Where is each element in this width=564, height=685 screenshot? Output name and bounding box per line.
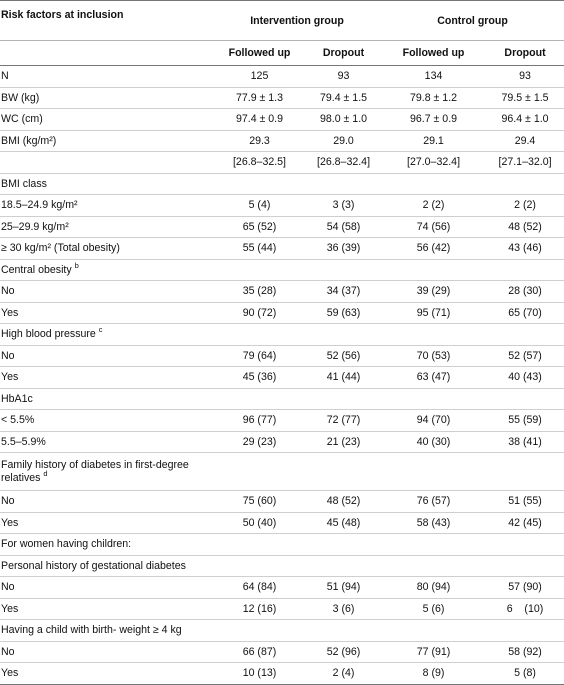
row-label	[0, 259, 213, 281]
table-body	[0, 66, 564, 685]
control-followed-up-cell: 29.1	[381, 130, 486, 152]
intervention-followed-up-cell: 79 (64)	[213, 345, 306, 367]
header-row-groups	[0, 1, 564, 41]
intervention-followed-up-cell: 35 (28)	[213, 281, 306, 303]
intervention-dropout-cell: 72 (77)	[306, 410, 381, 432]
row-label-text: ≥ 30 kg/m² (Total obesity)	[1, 242, 120, 255]
table-row	[0, 431, 564, 453]
row-label-text: BW (kg)	[1, 91, 40, 104]
control-dropout-cell: 58 (92)	[486, 641, 564, 663]
row-label	[0, 641, 213, 663]
intervention-dropout-cell: [26.8–32.4]	[306, 152, 381, 174]
intervention-dropout-cell: 59 (63)	[306, 302, 381, 324]
row-label	[0, 367, 213, 389]
row-label	[0, 66, 213, 88]
row-label-text: Central obesity	[1, 263, 75, 276]
table-row	[0, 620, 564, 642]
control-followed-up-cell: 134	[381, 66, 486, 88]
intervention-dropout-cell: 48 (52)	[306, 491, 381, 513]
table-row	[0, 281, 564, 303]
row-label-text: 5.5–5.9%	[1, 435, 46, 448]
row-label	[0, 238, 213, 260]
control-dropout-cell: 2 (2)	[486, 195, 564, 217]
intervention-dropout-cell: 54 (58)	[306, 216, 381, 238]
intervention-dropout-cell: 36 (39)	[306, 238, 381, 260]
control-dropout-cell	[486, 324, 564, 346]
row-label	[0, 620, 213, 642]
intervention-followed-up-cell	[213, 534, 306, 556]
header-intervention-dropout: Dropout	[306, 41, 381, 66]
control-dropout-cell: 29.4	[486, 130, 564, 152]
row-label-text: BMI (kg/m²)	[1, 134, 57, 147]
row-label-text: BMI class	[1, 177, 47, 190]
row-label	[0, 216, 213, 238]
control-dropout-cell: 57 (90)	[486, 577, 564, 599]
control-dropout-cell: [27.1–32.0]	[486, 152, 564, 174]
intervention-dropout-cell	[306, 173, 381, 195]
row-label	[0, 410, 213, 432]
control-followed-up-cell: 74 (56)	[381, 216, 486, 238]
control-dropout-cell: 5 (8)	[486, 663, 564, 685]
table-row	[0, 324, 564, 346]
intervention-followed-up-cell	[213, 324, 306, 346]
row-label	[0, 87, 213, 109]
control-followed-up-cell: 39 (29)	[381, 281, 486, 303]
control-followed-up-cell: 79.8 ± 1.2	[381, 87, 486, 109]
intervention-followed-up-cell: 45 (36)	[213, 367, 306, 389]
control-followed-up-cell: 2 (2)	[381, 195, 486, 217]
control-followed-up-cell: 58 (43)	[381, 512, 486, 534]
intervention-followed-up-cell: 97.4 ± 0.9	[213, 109, 306, 131]
intervention-dropout-cell: 51 (94)	[306, 577, 381, 599]
row-label-text: WC (cm)	[1, 113, 43, 126]
control-dropout-cell	[486, 620, 564, 642]
row-label-text: Personal history of gestational diabetes	[1, 559, 186, 572]
table-row	[0, 534, 564, 556]
control-followed-up-cell: 40 (30)	[381, 431, 486, 453]
row-label-text: No	[1, 349, 15, 362]
row-label-text: Family history of diabetes in first-degree relatives	[1, 458, 189, 484]
control-dropout-cell	[486, 388, 564, 410]
intervention-dropout-cell: 2 (4)	[306, 663, 381, 685]
intervention-followed-up-cell: 12 (16)	[213, 598, 306, 620]
control-followed-up-cell	[381, 324, 486, 346]
row-label-text: HbA1c	[1, 392, 33, 405]
row-label	[0, 345, 213, 367]
control-dropout-cell: 42 (45)	[486, 512, 564, 534]
intervention-followed-up-cell: 96 (77)	[213, 410, 306, 432]
intervention-followed-up-cell	[213, 453, 306, 491]
control-followed-up-cell	[381, 453, 486, 491]
row-label	[0, 598, 213, 620]
footnote-marker: c	[98, 325, 103, 335]
control-dropout-cell	[486, 555, 564, 577]
control-followed-up-cell: [27.0–32.4]	[381, 152, 486, 174]
intervention-followed-up-cell: 29.3	[213, 130, 306, 152]
row-label	[0, 663, 213, 685]
table-row	[0, 87, 564, 109]
intervention-dropout-cell: 3 (3)	[306, 195, 381, 217]
control-dropout-cell: 93	[486, 66, 564, 88]
intervention-dropout-cell: 41 (44)	[306, 367, 381, 389]
intervention-followed-up-cell: 90 (72)	[213, 302, 306, 324]
table-row	[0, 345, 564, 367]
row-label-text: Yes	[1, 516, 19, 529]
row-label-text: 18.5–24.9 kg/m²	[1, 199, 78, 212]
row-label	[0, 130, 213, 152]
intervention-dropout-cell	[306, 620, 381, 642]
header-control-dropout: Dropout	[486, 41, 564, 66]
row-label	[0, 324, 213, 346]
control-followed-up-cell: 76 (57)	[381, 491, 486, 513]
control-dropout-cell: 96.4 ± 1.0	[486, 109, 564, 131]
intervention-followed-up-cell: 75 (60)	[213, 491, 306, 513]
control-dropout-cell: 79.5 ± 1.5	[486, 87, 564, 109]
intervention-dropout-cell	[306, 453, 381, 491]
row-label-text: Yes	[1, 306, 19, 319]
control-dropout-cell	[486, 259, 564, 281]
intervention-followed-up-cell: 10 (13)	[213, 663, 306, 685]
control-followed-up-cell: 96.7 ± 0.9	[381, 109, 486, 131]
table-row	[0, 453, 564, 491]
table-row	[0, 577, 564, 599]
control-dropout-cell: 6 (10)	[486, 598, 564, 620]
control-dropout-cell: 38 (41)	[486, 431, 564, 453]
row-label	[0, 555, 213, 577]
row-label-text: 25–29.9 kg/m²	[1, 220, 69, 233]
table-row	[0, 109, 564, 131]
table-row	[0, 216, 564, 238]
intervention-followed-up-cell	[213, 173, 306, 195]
control-dropout-cell: 51 (55)	[486, 491, 564, 513]
control-followed-up-cell: 70 (53)	[381, 345, 486, 367]
intervention-followed-up-cell: 65 (52)	[213, 216, 306, 238]
table-row	[0, 302, 564, 324]
header-row-subcolumns	[0, 41, 564, 66]
table-row	[0, 663, 564, 685]
intervention-followed-up-cell: [26.8–32.5]	[213, 152, 306, 174]
control-followed-up-cell: 95 (71)	[381, 302, 486, 324]
intervention-followed-up-cell	[213, 555, 306, 577]
intervention-followed-up-cell: 64 (84)	[213, 577, 306, 599]
row-label-text: No	[1, 581, 15, 594]
row-label-text: N	[1, 70, 9, 83]
header-intervention-followed-up: Followed up	[213, 41, 306, 66]
intervention-followed-up-cell: 29 (23)	[213, 431, 306, 453]
table-row	[0, 238, 564, 260]
row-label-text: No	[1, 495, 15, 508]
intervention-dropout-cell: 34 (37)	[306, 281, 381, 303]
table-row	[0, 367, 564, 389]
intervention-dropout-cell: 98.0 ± 1.0	[306, 109, 381, 131]
intervention-dropout-cell	[306, 259, 381, 281]
control-followed-up-cell: 77 (91)	[381, 641, 486, 663]
row-label-text: Yes	[1, 371, 19, 384]
control-dropout-cell: 48 (52)	[486, 216, 564, 238]
control-dropout-cell: 40 (43)	[486, 367, 564, 389]
intervention-dropout-cell: 52 (56)	[306, 345, 381, 367]
intervention-followed-up-cell: 50 (40)	[213, 512, 306, 534]
control-dropout-cell: 65 (70)	[486, 302, 564, 324]
control-dropout-cell: 52 (57)	[486, 345, 564, 367]
row-label-text: High blood pressure	[1, 328, 99, 341]
control-followed-up-cell: 80 (94)	[381, 577, 486, 599]
row-label	[0, 109, 213, 131]
row-label	[0, 152, 213, 174]
intervention-dropout-cell: 52 (96)	[306, 641, 381, 663]
header-risk-factors: Risk factors at inclusion	[0, 1, 213, 41]
footnote-marker: b	[74, 260, 79, 270]
header-control-group: Control group	[381, 1, 564, 41]
control-followed-up-cell	[381, 620, 486, 642]
control-followed-up-cell: 56 (42)	[381, 238, 486, 260]
intervention-followed-up-cell	[213, 620, 306, 642]
header-control-followed-up: Followed up	[381, 41, 486, 66]
intervention-dropout-cell	[306, 555, 381, 577]
control-followed-up-cell	[381, 534, 486, 556]
control-dropout-cell: 55 (59)	[486, 410, 564, 432]
intervention-followed-up-cell: 55 (44)	[213, 238, 306, 260]
row-label	[0, 302, 213, 324]
row-label	[0, 173, 213, 195]
row-label-text: No	[1, 285, 15, 298]
table-row	[0, 512, 564, 534]
row-label-text: No	[1, 645, 15, 658]
header-intervention-group: Intervention group	[213, 1, 381, 41]
control-followed-up-cell: 8 (9)	[381, 663, 486, 685]
table-row	[0, 388, 564, 410]
intervention-followed-up-cell: 125	[213, 66, 306, 88]
intervention-followed-up-cell	[213, 388, 306, 410]
table-row	[0, 173, 564, 195]
control-followed-up-cell	[381, 173, 486, 195]
control-followed-up-cell	[381, 259, 486, 281]
row-label-text: For women having children:	[1, 538, 132, 551]
control-dropout-cell: 28 (30)	[486, 281, 564, 303]
row-label-text: < 5.5%	[1, 414, 35, 427]
intervention-dropout-cell: 3 (6)	[306, 598, 381, 620]
row-label	[0, 453, 213, 491]
control-dropout-cell	[486, 453, 564, 491]
footnote-marker: d	[43, 468, 48, 478]
intervention-dropout-cell: 21 (23)	[306, 431, 381, 453]
table-row	[0, 195, 564, 217]
table-row	[0, 66, 564, 88]
row-label-text: Yes	[1, 667, 19, 680]
intervention-dropout-cell	[306, 388, 381, 410]
intervention-dropout-cell: 93	[306, 66, 381, 88]
control-dropout-cell: 43 (46)	[486, 238, 564, 260]
intervention-followed-up-cell: 66 (87)	[213, 641, 306, 663]
row-label	[0, 491, 213, 513]
table-row	[0, 555, 564, 577]
row-label	[0, 388, 213, 410]
row-label	[0, 512, 213, 534]
row-label	[0, 281, 213, 303]
control-dropout-cell	[486, 534, 564, 556]
intervention-followed-up-cell: 77.9 ± 1.3	[213, 87, 306, 109]
table-row	[0, 259, 564, 281]
control-followed-up-cell	[381, 388, 486, 410]
table-row	[0, 641, 564, 663]
intervention-dropout-cell	[306, 324, 381, 346]
intervention-followed-up-cell	[213, 259, 306, 281]
intervention-followed-up-cell: 5 (4)	[213, 195, 306, 217]
control-followed-up-cell: 94 (70)	[381, 410, 486, 432]
row-label	[0, 534, 213, 556]
intervention-dropout-cell	[306, 534, 381, 556]
row-label	[0, 195, 213, 217]
control-followed-up-cell: 63 (47)	[381, 367, 486, 389]
control-dropout-cell	[486, 173, 564, 195]
header-blank-cell	[0, 41, 213, 66]
row-label-text: Having a child with birth- weight ≥ 4 kg	[1, 624, 182, 637]
row-label	[0, 431, 213, 453]
table-row	[0, 598, 564, 620]
intervention-dropout-cell: 79.4 ± 1.5	[306, 87, 381, 109]
table-row	[0, 491, 564, 513]
row-label	[0, 577, 213, 599]
table-row	[0, 130, 564, 152]
table-row	[0, 152, 564, 174]
row-label-text: Yes	[1, 602, 19, 615]
intervention-dropout-cell: 45 (48)	[306, 512, 381, 534]
control-followed-up-cell: 5 (6)	[381, 598, 486, 620]
table-row	[0, 410, 564, 432]
control-followed-up-cell	[381, 555, 486, 577]
intervention-dropout-cell: 29.0	[306, 130, 381, 152]
